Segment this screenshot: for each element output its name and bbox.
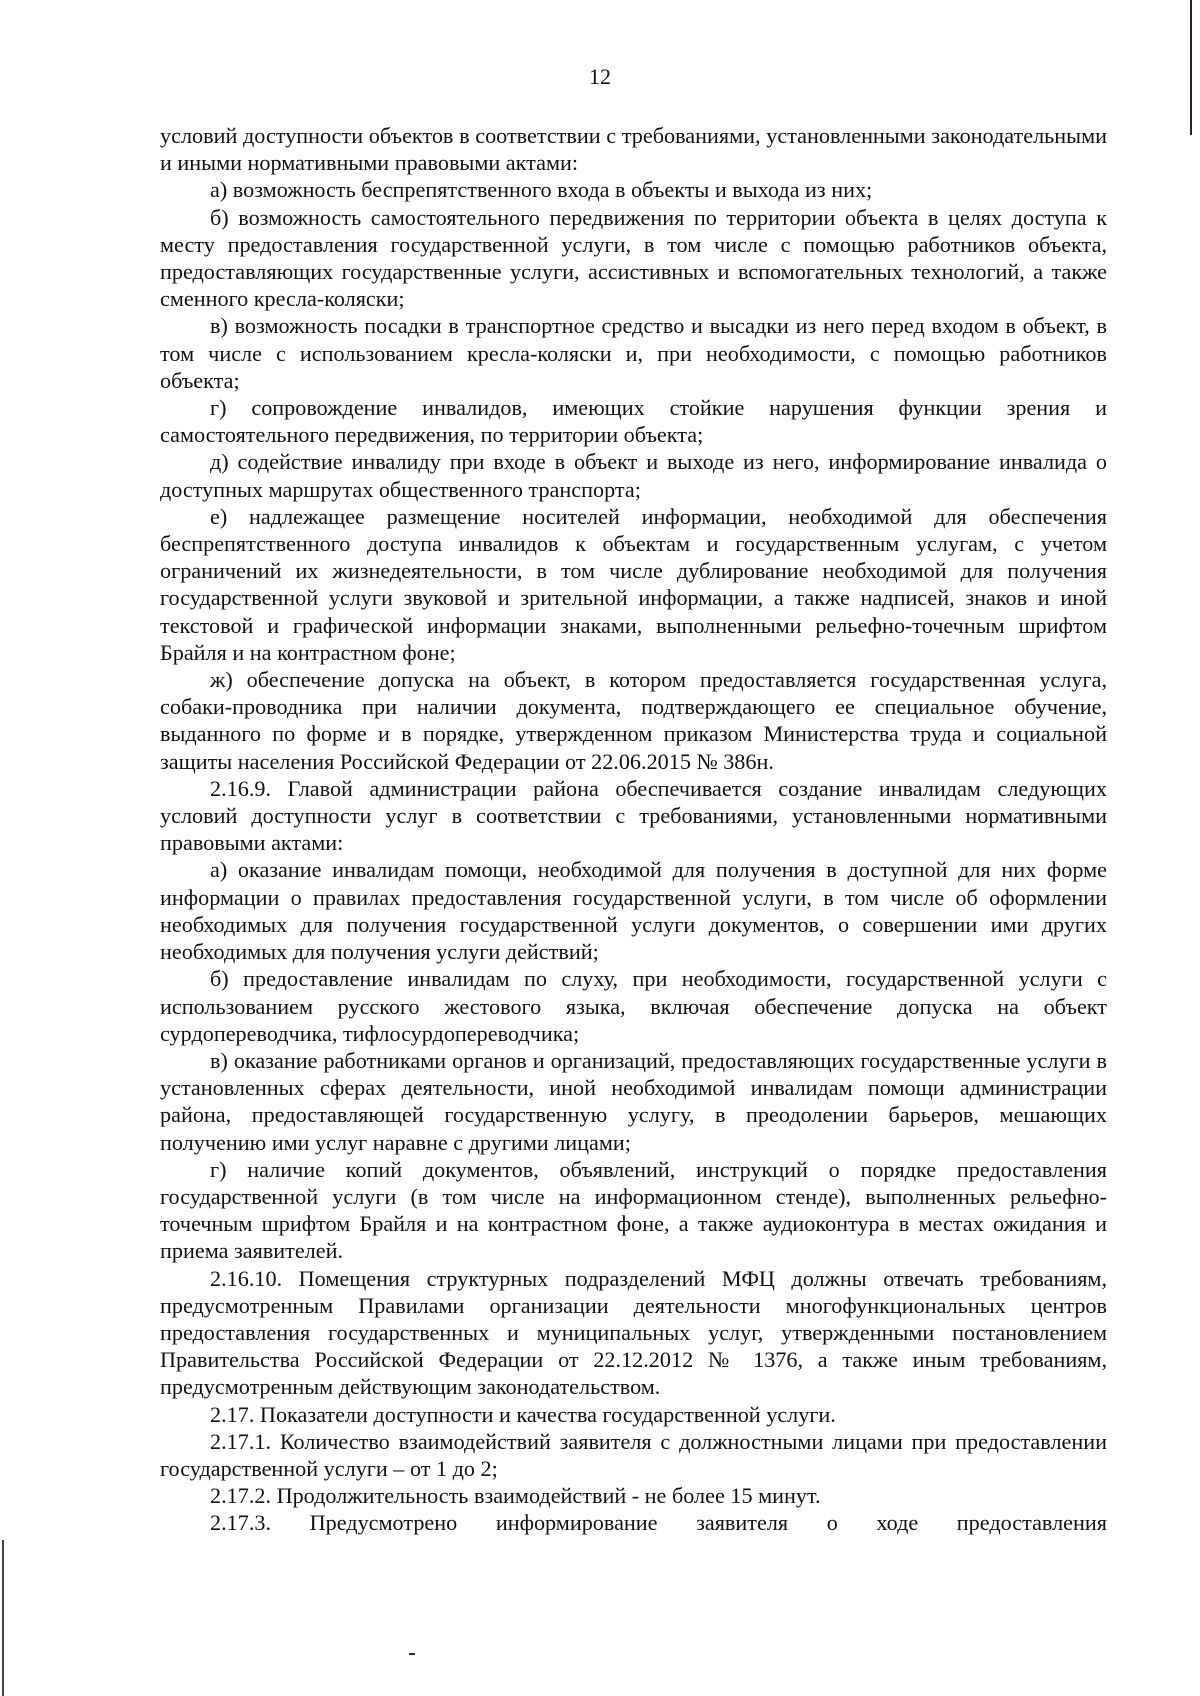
paragraph: 2.17.2. Продолжительность взаимодействий - не более 15 минут. (210, 1483, 821, 1509)
scan-edge-line (2, 1540, 4, 1696)
paragraph: условий доступности объектов в соответствии с требованиями, установленными законодательными и иными нормативными правовыми актами: (160, 123, 1107, 176)
paragraph: ж) обеспечение допуска на объект, в котором предоставляется государственная услуга, собаки-проводника при наличии документа, подтверждающего ее специальное обучение, выданного по форме и в порядке, утвержденном приказом Министерства труда и социальной защиты населения Российской Федерации от 22.06.2015 № 386н. (160, 667, 1107, 774)
paragraph: а) возможность беспрепятственного входа в объекты и выхода из них; (210, 177, 873, 203)
paragraph: д) содействие инвалиду при входе в объект и выходе из него, информирование инвалида о доступных маршрутах общественного транспорта; (160, 449, 1107, 502)
paragraph: 2.16.10. Помещения структурных подразделений МФЦ должны отвечать требованиям, предусмотренным Правилами организации деятельности многофункциональных центров предоставления государственных и муниципальных услуг, утвержденными постановлением Правительства Российской Федерации от 22.12.2012 № 1376, а также иным требованиям, предусмотренным действующим законодательством. (160, 1265, 1107, 1400)
paragraph: 2.16.9. Главой администрации района обеспечивается создание инвалидам следующих условий доступности услуг в соответствии с требованиями, установленными нормативными правовыми актами: (160, 775, 1107, 856)
paragraph: 2.17.1. Количество взаимодействий заявителя с должностными лицами при предоставлении государственной услуги – от 1 до 2; (160, 1428, 1107, 1481)
document-body (160, 122, 1107, 1537)
paragraph: 2.17. Показатели доступности и качества государственной услуги. (210, 1401, 836, 1427)
paragraph: в) оказание работниками органов и организаций, предоставляющих государственные услуги в установленных сферах деятельности, иной необходимой инвалидам помощи администрации района, предоставляющей государственную услугу, в преодолении барьеров, мешающих получению ими услуг наравне с другими лицами; (160, 1047, 1107, 1155)
paragraph: в) возможность посадки в транспортное средство и высадки из него перед входом в объект, в том числе с использованием кресла-коляски и, при необходимости, с помощью работников объекта; (160, 313, 1107, 393)
paragraph: б) возможность самостоятельного передвижения по территории объекта в целях доступа к месту предоставления государственной услуги, в том числе с помощью работников объекта, предоставляющих государственные услуги, ассистивных и вспомогательных технологий, а также сменного кресла-коляски; (160, 204, 1107, 312)
paragraph: е) надлежащее размещение носителей информации, необходимой для обеспечения беспрепятственного доступа инвалидов к объектам и государственным услугам, с учетом ограничений их жизнедеятельности, в том числе дублирование необходимой для получения государственной услуги звуковой и зрительной информации, а также надписей, знаков и иной текстовой и графической информации знаками, выполненными рельефно-точечным шрифтом Брайля и на контрастном фоне; (160, 503, 1107, 665)
paragraph: 2.17.3. Предусмотрено информирование заявителя о ходе предоставления (210, 1510, 1107, 1536)
paragraph: а) оказание инвалидам помощи, необходимой для получения в доступной для них форме информации о правилах предоставления государственной услуги, в том числе об оформлении необходимых для получения государственной услуги документов, о совершении ими других необходимых для получения услуги действий; (160, 857, 1107, 965)
paragraph: б) предоставление инвалидам по слуху, при необходимости, государственной услуги с использованием русского жестового языка, включая обеспечение допуска на объект сурдопереводчика, тифлосурдопереводчика; (160, 966, 1107, 1046)
paragraph: г) сопровождение инвалидов, имеющих стойкие нарушения функции зрения и самостоятельного передвижения, по территории объекта; (160, 395, 1107, 448)
paragraph: г) наличие копий документов, объявлений, инструкций о порядке предоставления государственной услуги (в том числе на информационном стенде), выполненных рельефно-точечным шрифтом Брайля и на контрастном фоне, а также аудиоконтура в местах ожидания и приема заявителей. (160, 1156, 1107, 1264)
page-number: 12 (589, 64, 611, 89)
scan-speck (409, 1653, 415, 1655)
